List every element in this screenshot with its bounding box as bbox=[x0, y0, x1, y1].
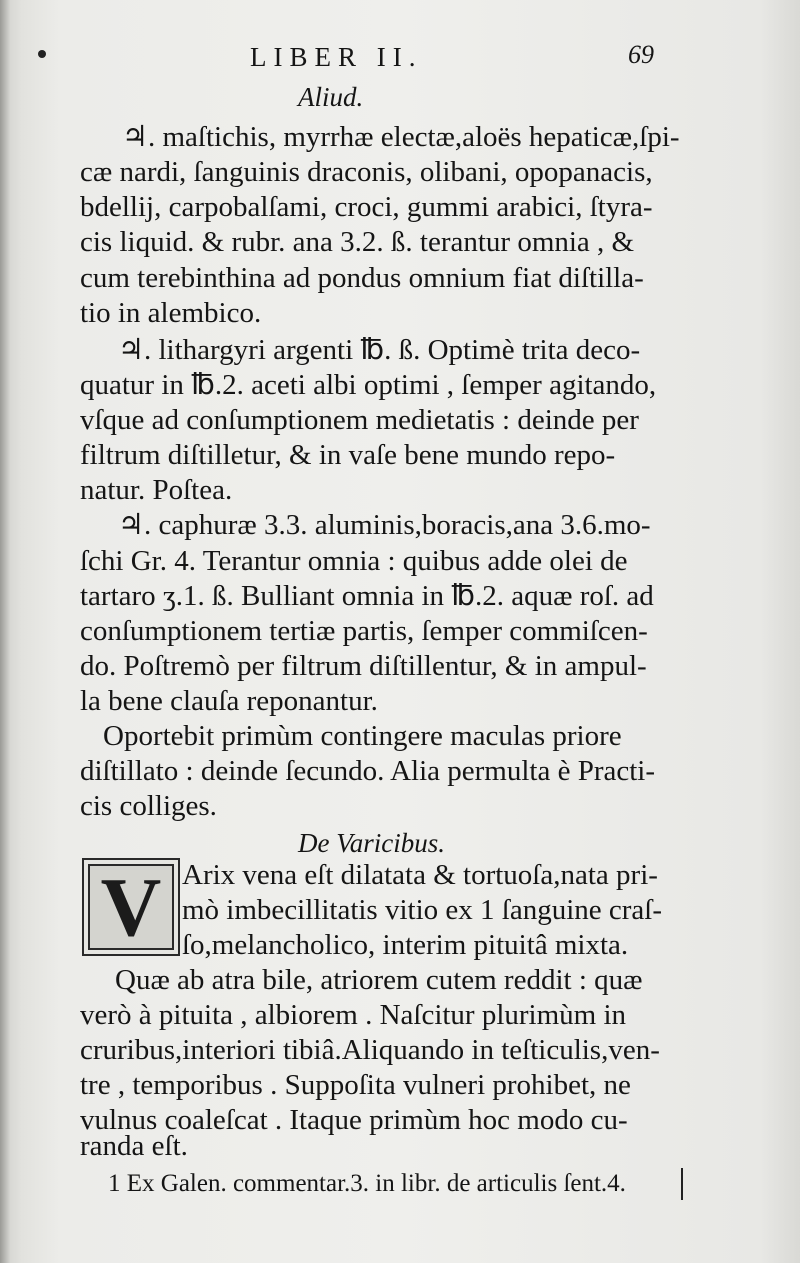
decorated-initial-v: V bbox=[82, 858, 180, 956]
text-line: Quæ ab atra bile, atriorem cutem reddit : quæ bbox=[115, 964, 643, 996]
text-line: ♃. maſtichis, myrrhæ electæ,aloës hepaticæ,ſpi- bbox=[122, 121, 680, 153]
text-line: Arix vena eſt dilatata & tortuoſa,nata pri- bbox=[182, 859, 658, 891]
text-line: randa eſt. bbox=[80, 1130, 188, 1162]
running-title: LIBER II. bbox=[250, 42, 423, 72]
text-line: do. Poſtremò per filtrum diſtillentur, & in ampul- bbox=[80, 650, 647, 682]
text-line: ♃. caphuræ 3.3. aluminis,boracis,ana 3.6.mo- bbox=[118, 509, 651, 541]
text-line: bdellij, carpobalſami, croci, gummi arabici, ſtyra- bbox=[80, 191, 653, 223]
page-binding-edge bbox=[0, 0, 10, 1263]
text-line: vſque ad conſumptionem medietatis : deinde per bbox=[80, 404, 639, 436]
text-line: ſo,melancholico, interim pituitâ mixta. bbox=[182, 929, 629, 961]
text-line: filtrum diſtilletur, & in vaſe bene mundo repo- bbox=[80, 439, 616, 471]
text-line: cæ nardi, ſanguinis draconis, olibani, opopanacis, bbox=[80, 156, 653, 188]
text-line: la bene clauſa reponantur. bbox=[80, 685, 378, 717]
text-line: conſumptionem tertiæ partis, ſemper commiſcen- bbox=[80, 615, 648, 647]
page-number: 69 bbox=[628, 40, 654, 69]
text-line: cum terebinthina ad pondus omnium fiat diſtilla- bbox=[80, 262, 644, 294]
text-line: verò à pituita , albiorem . Naſcitur plurimùm in bbox=[80, 999, 627, 1031]
text-line: quatur in ℔.2. aceti albi optimi , ſemper agitando, bbox=[80, 369, 657, 401]
text-line: vulnus coaleſcat . Itaque primùm hoc modo cu- bbox=[80, 1104, 628, 1136]
text-line: tre , temporibus . Suppoſita vulneri prohibet, ne bbox=[80, 1069, 631, 1101]
text-line: diſtillato : deinde ſecundo. Alia permulta è Practi- bbox=[80, 755, 656, 787]
text-line: cruribus,interiori tibiâ.Aliquando in teſticulis,ven- bbox=[80, 1034, 660, 1066]
footnote-bracket bbox=[681, 1168, 683, 1200]
text-line: ♃. lithargyri argenti ℔. ß. Optimè trita deco- bbox=[118, 334, 641, 366]
text-line: ſchi Gr. 4. Terantur omnia : quibus adde olei de bbox=[80, 545, 628, 577]
footnote: 1 Ex Galen. commentar.3. in libr. de articulis ſent.4. bbox=[108, 1170, 626, 1197]
section-heading-aliud: Aliud. bbox=[298, 82, 364, 112]
section-heading-varicibus: De Varicibus. bbox=[298, 828, 445, 858]
text-line: tartaro ʒ.1. ß. Bulliant omnia in ℔.2. aquæ roſ. ad bbox=[80, 580, 654, 612]
text-line: Oportebit primùm contingere maculas priore bbox=[103, 720, 622, 752]
text-line: mò imbecillitatis vitio ex 1 ſanguine craſ- bbox=[182, 894, 662, 926]
text-line: tio in alembico. bbox=[80, 297, 262, 329]
text-line: cis liquid. & rubr. ana 3.2. ß. terantur omnia , & bbox=[80, 226, 635, 258]
ink-dot bbox=[38, 50, 46, 58]
text-line: cis colliges. bbox=[80, 790, 217, 822]
text-line: natur. Poſtea. bbox=[80, 474, 233, 506]
